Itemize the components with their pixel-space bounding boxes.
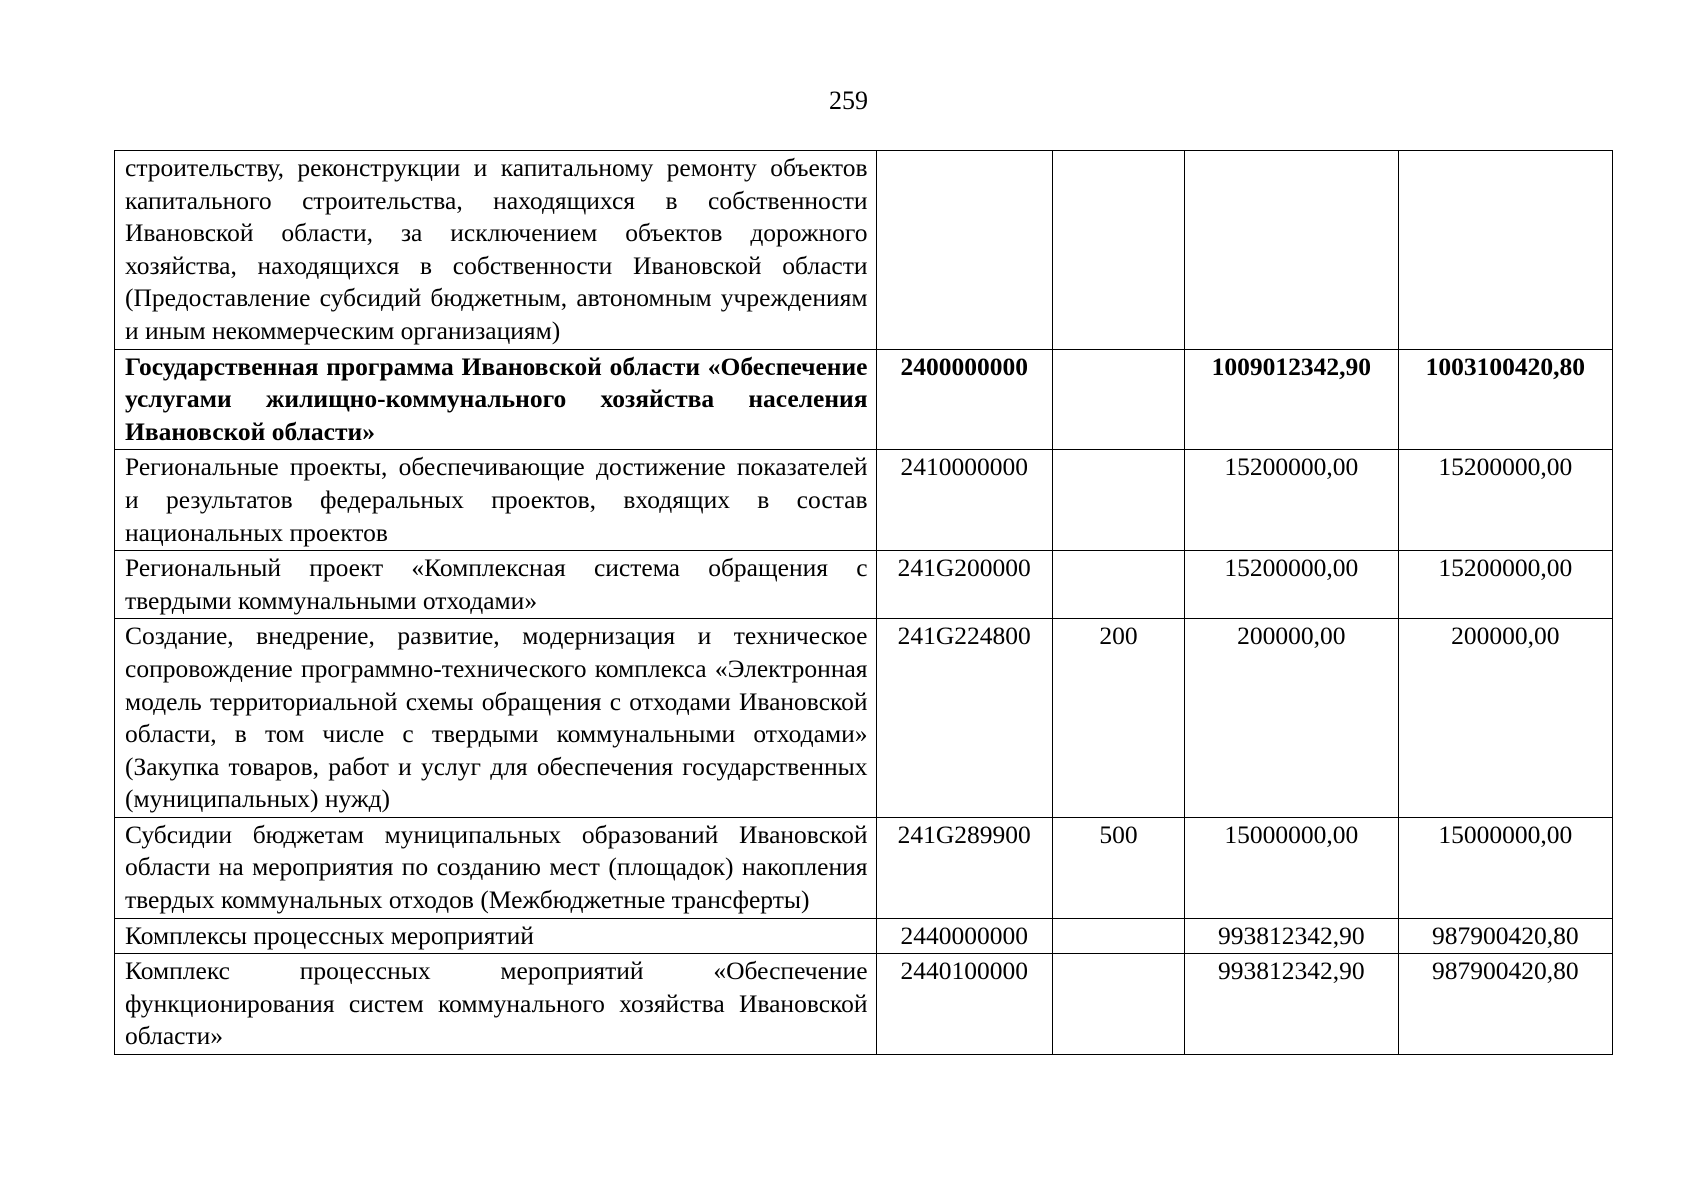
row-name-cell: Региональные проекты, обеспечивающие достижение показателей и результатов федеральных проектов, входящих в состав национальных проектов bbox=[115, 450, 877, 551]
expense-type-cell bbox=[1052, 551, 1184, 619]
table-row bbox=[115, 954, 1613, 1055]
expense-type-cell: 500 bbox=[1052, 817, 1184, 918]
expense-type-cell bbox=[1052, 918, 1184, 954]
amount-year1-cell: 993812342,90 bbox=[1185, 954, 1398, 1055]
table-row bbox=[115, 151, 1613, 350]
amount-year1-cell: 1009012342,90 bbox=[1185, 349, 1398, 450]
expense-type-cell bbox=[1052, 151, 1184, 350]
expense-type-cell bbox=[1052, 349, 1184, 450]
amount-year2-cell bbox=[1398, 151, 1612, 350]
amount-year2-cell: 1003100420,80 bbox=[1398, 349, 1612, 450]
row-name-cell: Субсидии бюджетам муниципальных образований Ивановской области на мероприятия по созданию мест (площадок) накопления твердых коммунальных отходов (Межбюджетные трансферты) bbox=[115, 817, 877, 918]
target-code-cell: 2440000000 bbox=[876, 918, 1052, 954]
row-name-cell: Комплексы процессных мероприятий bbox=[115, 918, 877, 954]
amount-year2-cell: 15200000,00 bbox=[1398, 450, 1612, 551]
amount-year2-cell: 200000,00 bbox=[1398, 619, 1612, 818]
amount-year2-cell: 987900420,80 bbox=[1398, 954, 1612, 1055]
table-row bbox=[115, 817, 1613, 918]
amount-year2-cell: 15000000,00 bbox=[1398, 817, 1612, 918]
target-code-cell: 241G200000 bbox=[876, 551, 1052, 619]
expense-type-cell bbox=[1052, 954, 1184, 1055]
expense-type-cell bbox=[1052, 450, 1184, 551]
amount-year1-cell: 993812342,90 bbox=[1185, 918, 1398, 954]
row-name-cell: Комплекс процессных мероприятий «Обеспечение функционирования систем коммунального хозяйства Ивановской области» bbox=[115, 954, 877, 1055]
table-row bbox=[115, 450, 1613, 551]
table-row-program bbox=[115, 349, 1613, 450]
target-code-cell: 2410000000 bbox=[876, 450, 1052, 551]
table-row bbox=[115, 551, 1613, 619]
row-name-cell: строительству, реконструкции и капитальному ремонту объектов капитального строительства, находящихся в собственности Ивановской области, за исключением объектов дорожного хозяйства, находящихся в собственности Ивановской области (Предоставление субсидий бюджетным, автономным учреждениям и иным некоммерческим организациям) bbox=[115, 151, 877, 350]
target-code-cell: 2440100000 bbox=[876, 954, 1052, 1055]
expense-type-cell: 200 bbox=[1052, 619, 1184, 818]
amount-year2-cell: 987900420,80 bbox=[1398, 918, 1612, 954]
amount-year2-cell: 15200000,00 bbox=[1398, 551, 1612, 619]
amount-year1-cell: 200000,00 bbox=[1185, 619, 1398, 818]
target-code-cell: 241G224800 bbox=[876, 619, 1052, 818]
target-code-cell: 241G289900 bbox=[876, 817, 1052, 918]
amount-year1-cell bbox=[1185, 151, 1398, 350]
target-code-cell: 2400000000 bbox=[876, 349, 1052, 450]
table-row bbox=[115, 918, 1613, 954]
row-name-cell: Региональный проект «Комплексная система обращения с твердыми коммунальными отходами» bbox=[115, 551, 877, 619]
table-row bbox=[115, 619, 1613, 818]
amount-year1-cell: 15200000,00 bbox=[1185, 551, 1398, 619]
row-name-cell: Государственная программа Ивановской области «Обеспечение услугами жилищно-коммунального хозяйства населения Ивановской области» bbox=[115, 349, 877, 450]
budget-table bbox=[114, 150, 1613, 1055]
target-code-cell bbox=[876, 151, 1052, 350]
amount-year1-cell: 15000000,00 bbox=[1185, 817, 1398, 918]
row-name-cell: Создание, внедрение, развитие, модернизация и техническое сопровождение программно-технического комплекса «Электронная модель территориальной схемы обращения с отходами Ивановской области, в том числе с твердыми коммунальными отходами» (Закупка товаров, работ и услуг для обеспечения государственных (муниципальных) нужд) bbox=[115, 619, 877, 818]
amount-year1-cell: 15200000,00 bbox=[1185, 450, 1398, 551]
page-number: 259 bbox=[829, 86, 868, 115]
